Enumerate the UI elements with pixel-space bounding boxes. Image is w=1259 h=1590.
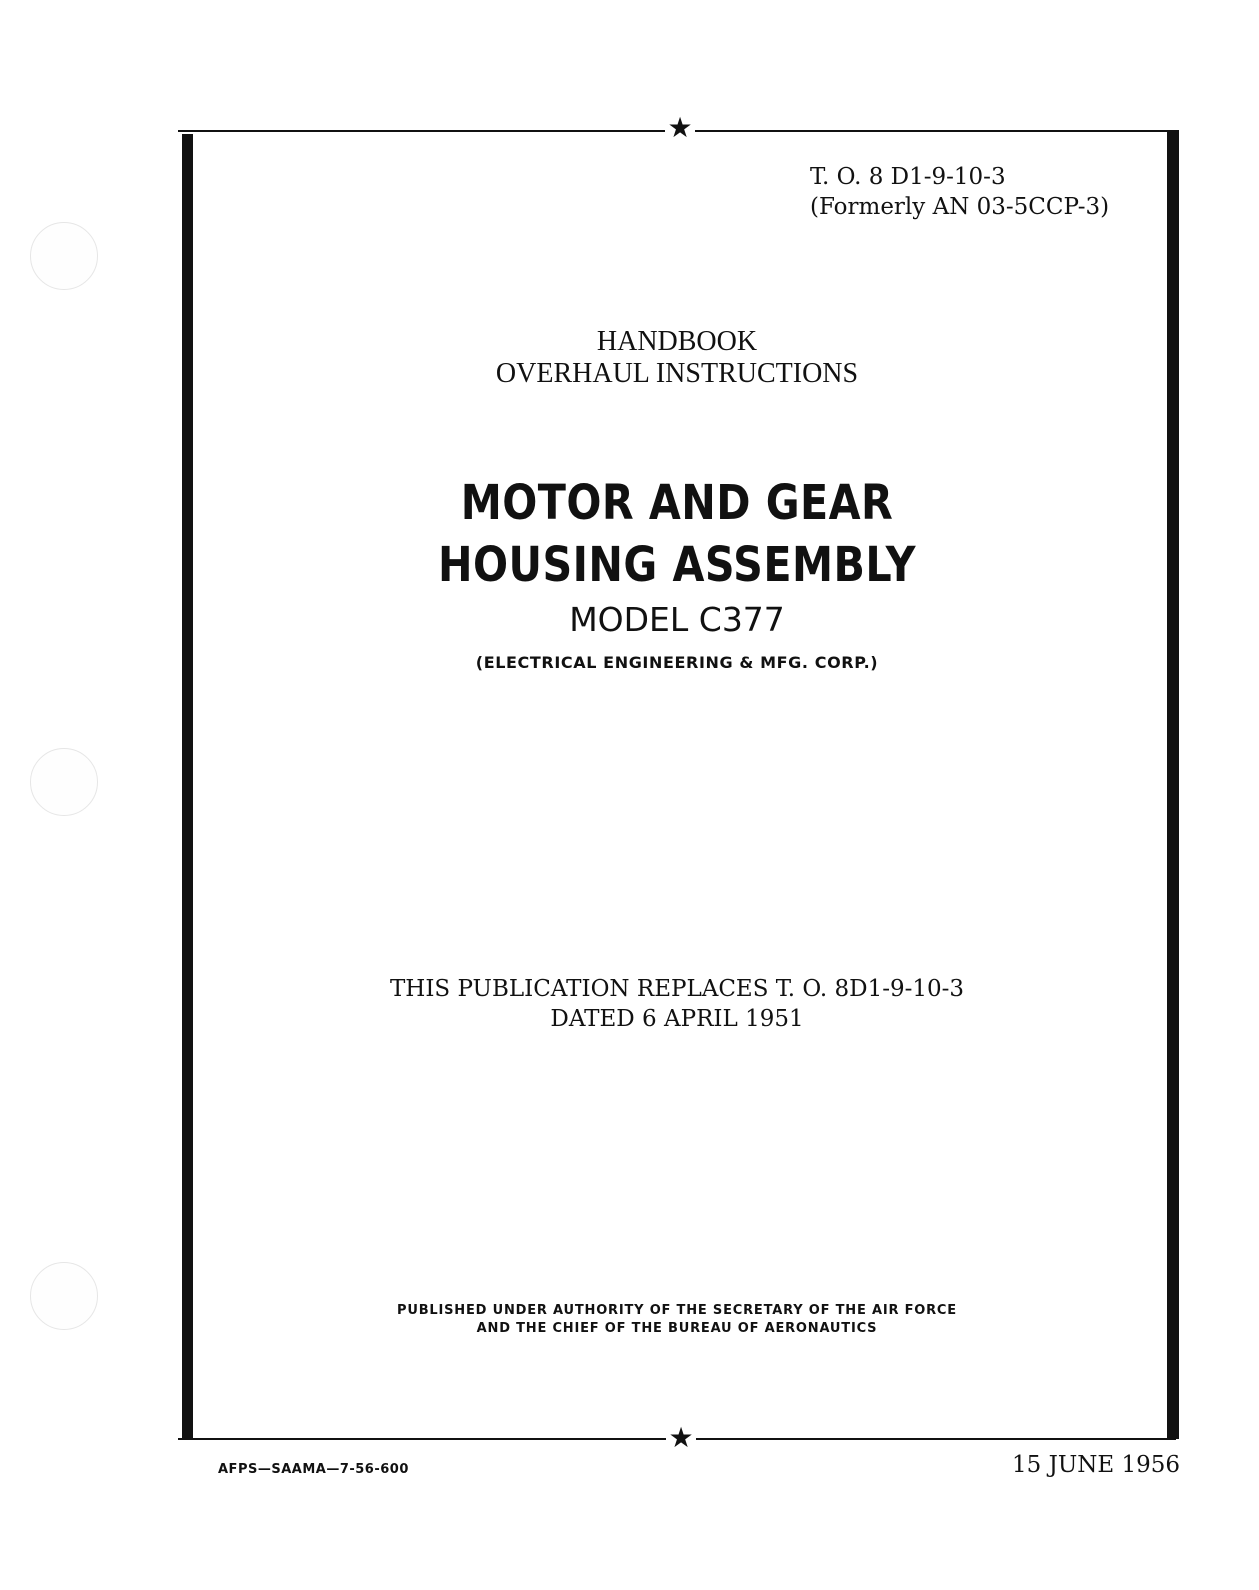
punch-hole [30,222,98,290]
authority-line-2: AND THE CHIEF OF THE BUREAU OF AERONAUTICS [476,1321,878,1336]
star-icon: ★ [666,1423,696,1453]
punch-hole [30,1262,98,1330]
handbook-heading [178,326,1176,390]
to-number: T. O. 8 D1-9-10-3 [810,164,1006,190]
manufacturer: (ELECTRICAL ENGINEERING & MFG. CORP.) [475,653,879,672]
document-title [248,472,1106,596]
punch-hole [30,748,98,816]
star-icon: ★ [665,113,695,143]
replaces-line-2: DATED 6 APRIL 1951 [550,1006,804,1032]
former-number: (Formerly AN 03-5CCP-3) [810,194,1110,220]
authority-statement [178,1302,1176,1338]
replacement-notice [178,974,1176,1034]
title-line-1: MOTOR AND GEAR [460,475,894,531]
handbook-line: HANDBOOK [596,326,758,357]
authority-line-1: PUBLISHED UNDER AUTHORITY OF THE SECRETARY OF THE AIR FORCE [397,1303,957,1318]
model-number: MODEL C377 [569,600,785,639]
to-number-block [780,162,1160,222]
replaces-line-1: THIS PUBLICATION REPLACES T. O. 8D1-9-10-3 [389,976,965,1002]
publication-date: 15 JUNE 1956 [1012,1452,1180,1478]
overhaul-line: OVERHAUL INSTRUCTIONS [495,358,859,389]
title-line-2: HOUSING ASSEMBLY [438,537,916,593]
print-code: AFPS—SAAMA—7-56-600 [218,1462,409,1477]
